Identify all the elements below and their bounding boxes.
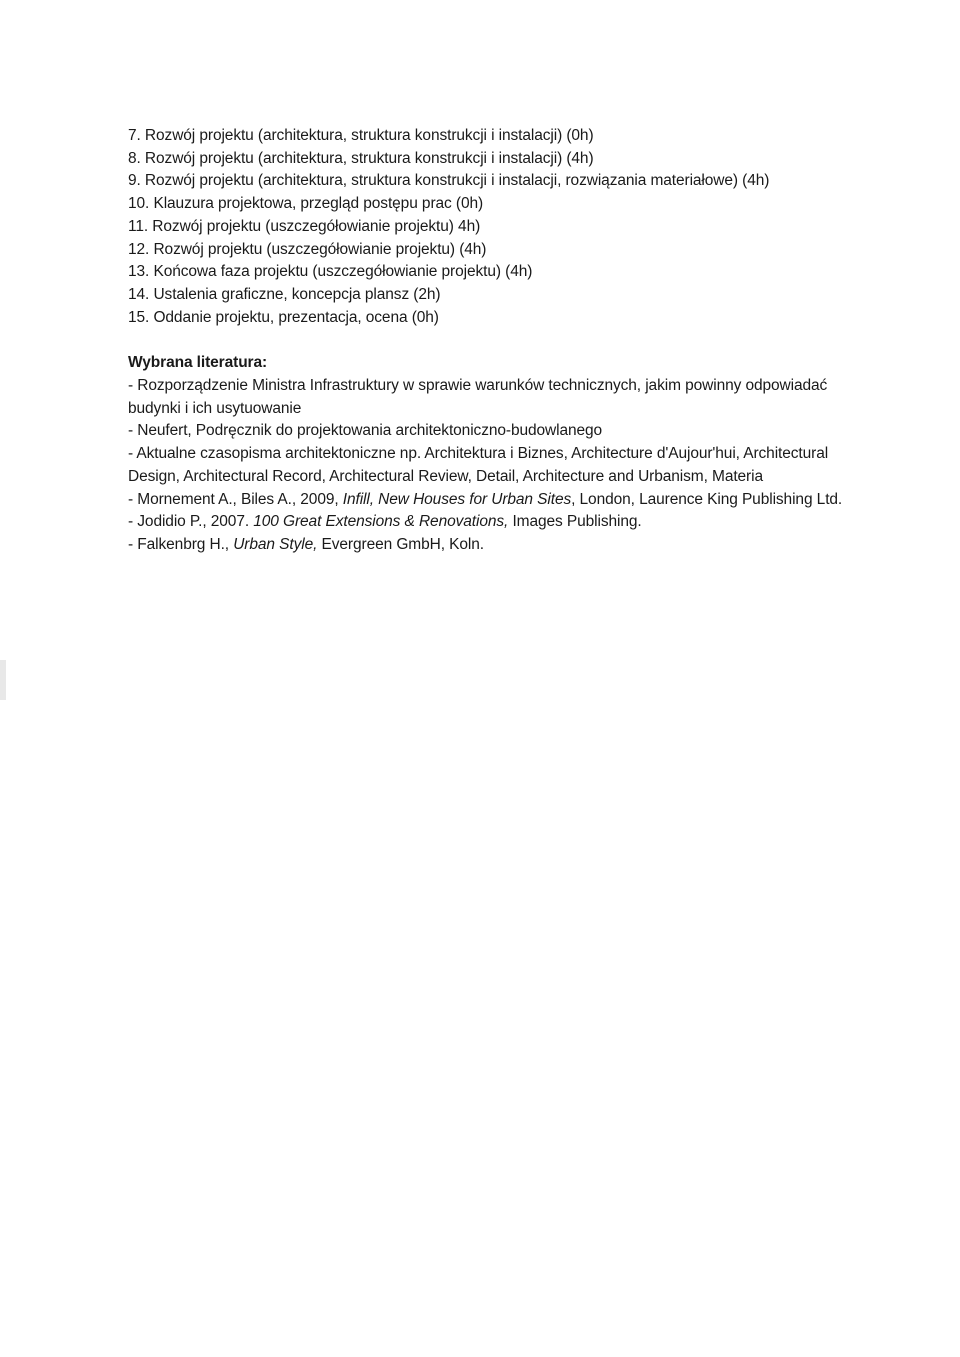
literature-item-text: - Mornement A., Biles A., 2009,	[128, 490, 343, 508]
literature-item	[128, 534, 868, 557]
program-item: 12. Rozwój projektu (uszczegółowianie projektu) (4h)	[128, 240, 487, 258]
literature-item-title: Urban Style,	[233, 535, 318, 553]
literature-item	[128, 511, 868, 534]
program-item: 15. Oddanie projektu, prezentacja, ocena (0h)	[128, 308, 439, 326]
literature-item-text: - Jodidio P., 2007.	[128, 513, 254, 531]
program-list	[128, 125, 868, 329]
literature-item-text: , London, Laurence King Publishing Ltd.	[571, 490, 843, 508]
program-item: 14. Ustalenia graficzne, koncepcja plansz (2h)	[128, 285, 441, 303]
literature-item-title: 100 Great Extensions & Renovations,	[253, 513, 509, 531]
document-content	[128, 125, 868, 557]
literature-item-text: Images Publishing.	[508, 513, 642, 531]
literature-item-title: Infill, New Houses for Urban Sites	[342, 490, 572, 508]
literature-heading: Wybrana literatura:	[128, 354, 268, 372]
program-item: 9. Rozwój projektu (architektura, struktura konstrukcji i instalacji, rozwiązania materiałowe) (4h)	[128, 172, 770, 190]
literature-item-text: Evergreen GmbH, Koln.	[317, 535, 484, 553]
program-item: 11. Rozwój projektu (uszczegółowianie projektu) 4h)	[128, 217, 481, 235]
literature-item-text: - Falkenbrg H.,	[128, 535, 234, 553]
program-item: 10. Klauzura projektowa, przegląd postępu prac (0h)	[128, 195, 484, 213]
literature-item	[128, 489, 868, 512]
program-item: 8. Rozwój projektu (architektura, struktura konstrukcji i instalacji) (4h)	[128, 149, 594, 167]
program-item: 7. Rozwój projektu (architektura, struktura konstrukcji i instalacji) (0h)	[128, 127, 594, 144]
literature-item: - Rozporządzenie Ministra Infrastruktury w sprawie warunków technicznych, jakim powinny odpowiadać budynki i ich usytuowanie	[128, 377, 828, 417]
program-item: 13. Końcowa faza projektu (uszczegółowianie projektu) (4h)	[128, 263, 533, 281]
literature-section	[128, 352, 868, 556]
scan-edge-mark	[0, 660, 6, 700]
literature-item: - Neufert, Podręcznik do projektowania architektoniczno-budowlanego	[128, 422, 603, 440]
literature-item: - Aktualne czasopisma architektoniczne np. Architektura i Biznes, Architecture d'Aujour'hui, Architectural Design, Architectural Record, Architectural Review, Detail, Architecture and Urbanism, Materia	[128, 445, 829, 485]
literature-list	[128, 375, 868, 557]
